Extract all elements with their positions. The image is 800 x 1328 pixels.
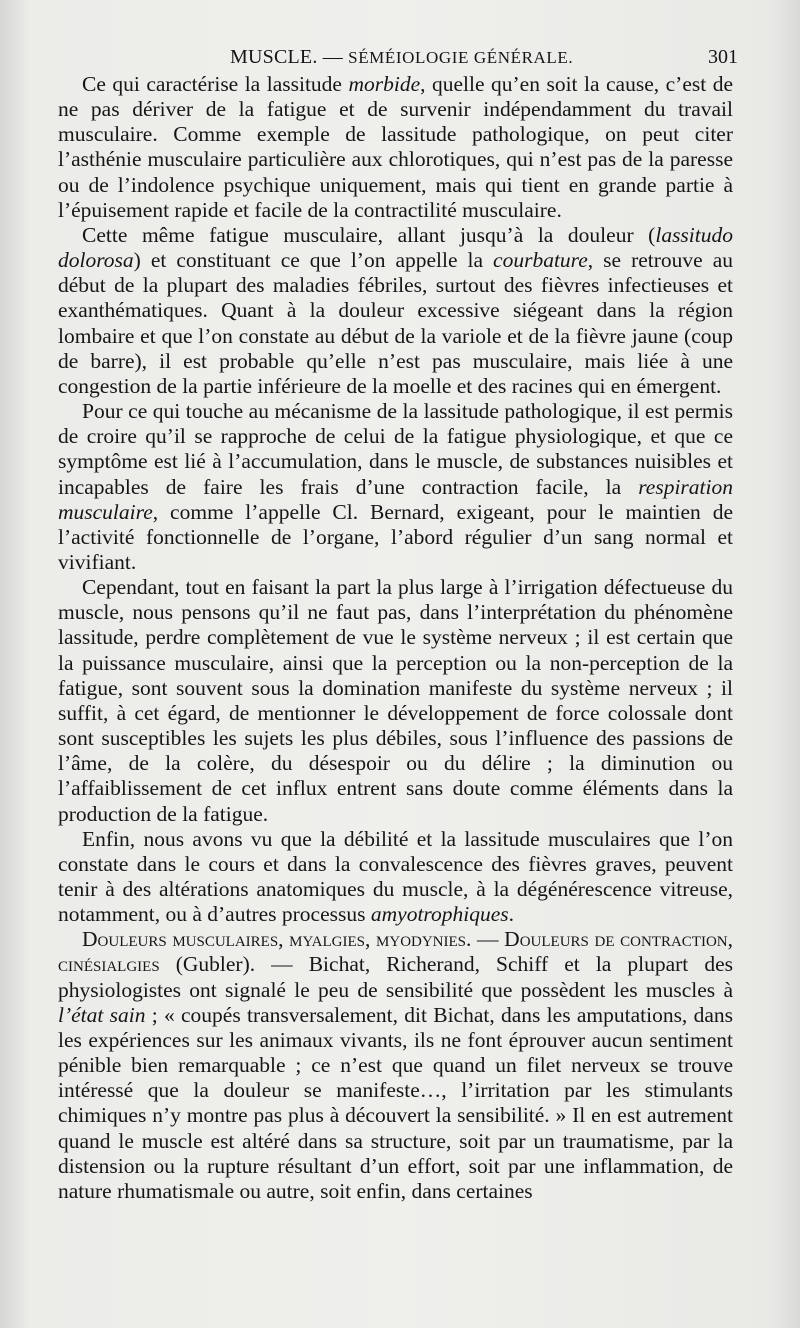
text-run: , comme l’appelle Cl. Bernard, exigeant, pour le maintien de l’activité fonctionnelle de l’organe, l’abord régulier d’un sang normal et vivifiant. <box>58 499 733 574</box>
text-run: (Gubler). — Bichat, Richerand, Schiff et la plupart des physiologistes ont signalé le peu de sensibilité que possèdent les muscles à <box>58 952 733 1002</box>
header-separator: — <box>322 46 343 68</box>
italic-run: lassitudo dolorosa <box>58 222 733 273</box>
text-run: ) et constituant ce que l’on appelle la <box>133 248 494 273</box>
body-text <box>58 72 733 1204</box>
text-run: ; « coupés transversalement, dit Bichat, dans les amputations, dans les expériences sur les animaux vivants, ils ne font éprouver aucun sentiment pénible bien remarquable ; ce n’est que quand un filet nerveux se trouve intéressé que la douleur se manifeste…, l’irritation par les stimulants chimiques n’y montre pas plus à découvert la sensibilité. » Il en est autrement quand le muscle est altéré dans sa structure, soit par un traumatisme, par la distension ou la rupture résultant d’un effort, soit par une inflammation, de nature rhumatismale ou autre, soit enfin, dans certaines <box>58 1002 733 1203</box>
text-run: , se retrouve au début de la plupart des maladies fébriles, surtout des fièvres infectieuses et exanthématiques. Quant à la douleur excessive siégeant dans la région lombaire et que l’on constate au début de la variole et de la fièvre jaune (coup de barre), il est probable qu’elle n’est pas musculaire, mais liée à une congestion de la partie inférieure de la moelle et des racines qui en émergent. <box>58 248 733 398</box>
paragraph <box>58 399 733 575</box>
italic-run: amyotrophiques <box>370 902 509 927</box>
italic-run: l’état sain <box>58 1002 146 1027</box>
running-head <box>230 40 573 75</box>
text-run: Cette même fatigue musculaire, allant jusqu’à la douleur ( <box>82 222 656 247</box>
text-run: Enfin, nous avons vu que la débilité et la lassitude musculaires que l’on constate dans le cours et dans la convalescence des fièvres graves, peuvent tenir à des altérations anatomiques du muscle, à la dégénérescence vitreuse, notamment, ou à d’autres processus <box>58 826 733 927</box>
paragraph <box>58 927 733 1204</box>
paragraph <box>58 72 733 223</box>
italic-run: respiration musculaire <box>58 474 733 524</box>
text-run: — <box>471 927 505 952</box>
text-run: Cependant, tout en faisant la part la plus large à l’irrigation défectueuse du muscle, nous pensons qu’il ne faut pas, dans l’interprétation du phénomène lassitude, perdre complètement de vue le système nerveux ; il est certain que la puissance musculaire, ainsi que la perception ou la non-perception de la fatigue, sont souvent sous la domination manifeste du système nerveux ; il suffit, à cet égard, de mentionner le développement de force colossale dont sont susceptibles les sujets les plus débiles, sous l’influence des passions de l’âme, de la colère, du désespoir ou du délire ; la diminution ou l’affaiblissement de cet influx entrent sans doute comme éléments dans la production de la fatigue. <box>58 575 733 826</box>
header-title: MUSCLE. <box>230 46 318 68</box>
page-header <box>58 40 738 74</box>
paragraph <box>58 827 733 928</box>
page-number: 301 <box>708 46 738 68</box>
small-caps-run: Douleurs de contraction, cinésialgies <box>58 927 733 977</box>
text-run: , quelle qu’en soit la cause, c’est de ne pas dériver de la fatigue et de survenir indépendamment du travail musculaire. Comme exemple de lassitude pathologique, on peut citer l’asthénie musculaire particulière aux chlorotiques, qui n’est pas de la paresse ou de l’indolence psychique uniquement, mais qui tient en grande partie à l’épuisement rapide et facile de la contractilité musculaire. <box>58 72 733 222</box>
italic-run: courbature <box>493 248 588 273</box>
paragraph <box>58 575 733 827</box>
paragraph <box>58 223 733 399</box>
text-run: . <box>508 902 514 927</box>
text-run: Ce qui caractérise la lassitude <box>82 72 349 96</box>
text-run: Pour ce qui touche au mécanisme de la lassitude pathologique, il est permis de croire qu’il se rapproche de celui de la fatigue physiologique, et que ce symptôme est lié à l’accumulation, dans le muscle, de substances nuisibles et incapables de faire les frais d’une contraction facile, la <box>58 399 733 499</box>
header-subtitle: SÉMÉIOLOGIE GÉNÉRALE. <box>348 48 574 67</box>
small-caps-run: Douleurs musculaires, myalgies, myodynies. <box>82 927 472 952</box>
italic-run: morbide <box>348 72 421 96</box>
